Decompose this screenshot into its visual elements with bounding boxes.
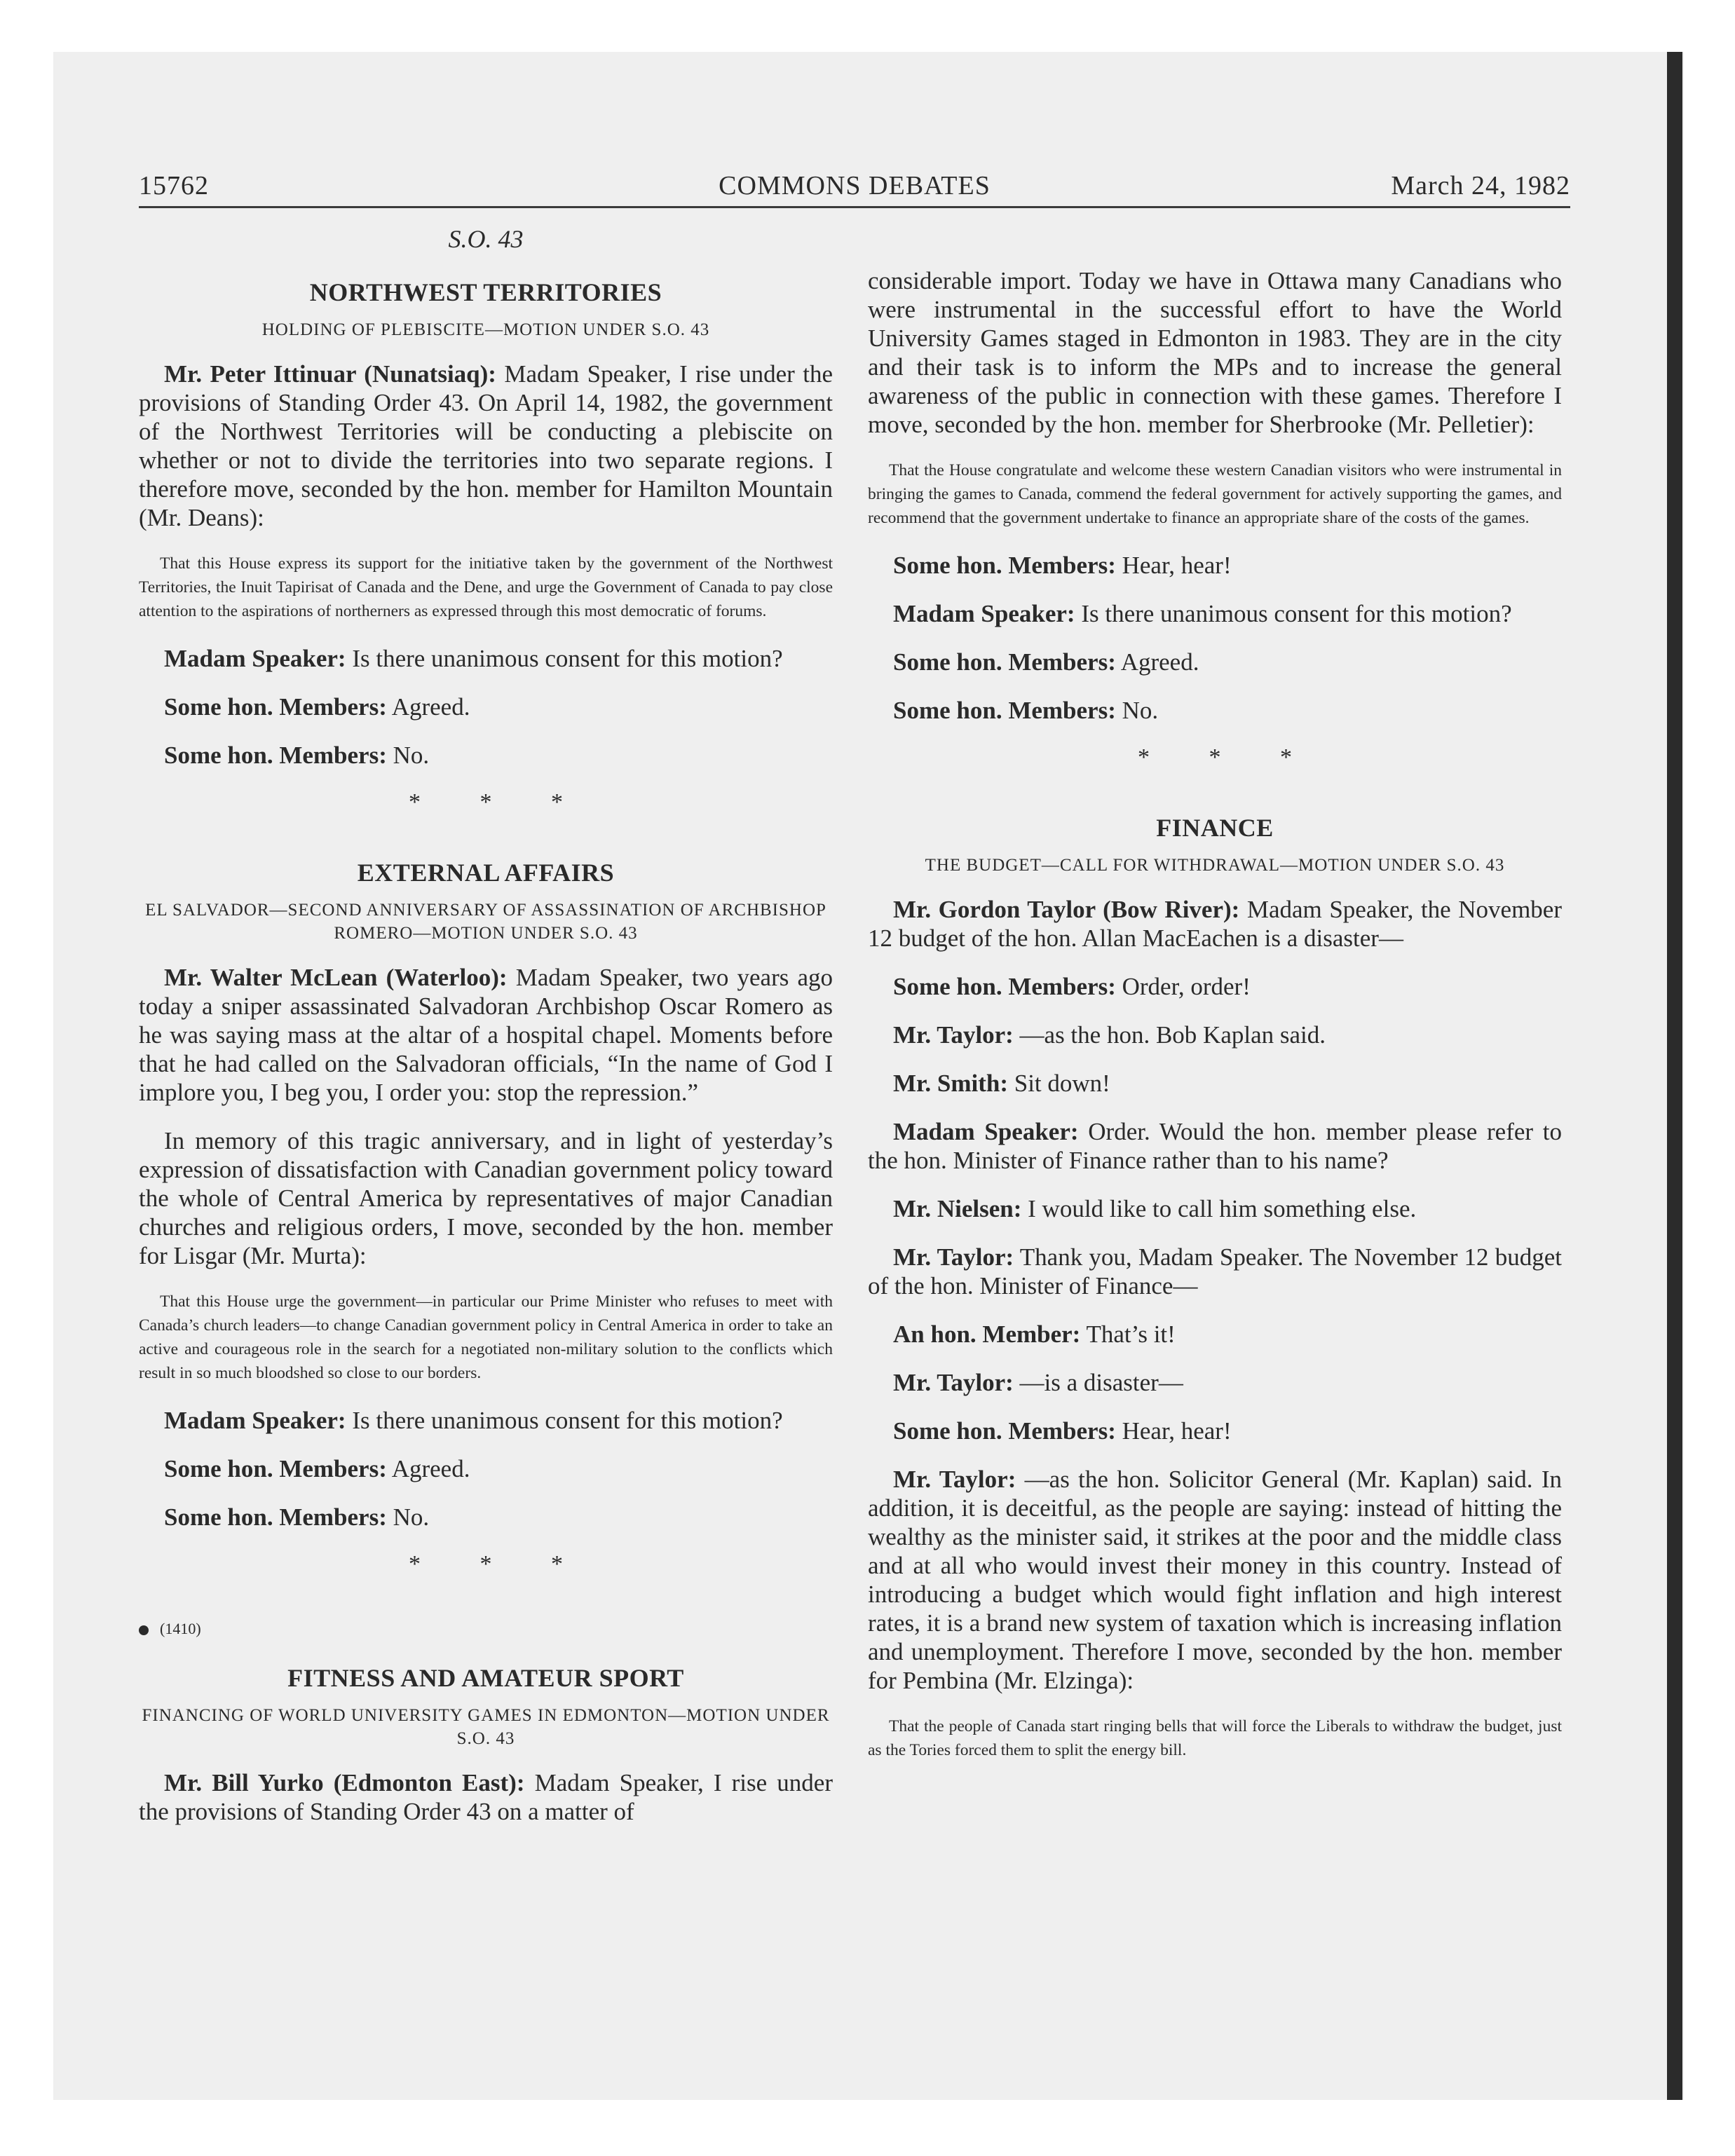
motion-text: That the people of Canada start ringing bells that will force the Liberals to withdraw the budget, just as the Tories forced them to split the energy bill.: [868, 1717, 1562, 1759]
speaker-name: Madam Speaker:: [893, 1118, 1079, 1145]
paragraph: [868, 648, 1562, 676]
left-column: [139, 224, 833, 1845]
speech-text: Madam Speaker, I rise under the provisions of Standing Order 43. On April 14, 1982, the government of the Northwest Territories will be conducting a plebiscite on whether or not to divide the territories into two separate regions. I therefore move, seconded by the hon. member for Hamilton Mountain (Mr. Deans):: [139, 360, 833, 531]
speech-text: —as the hon. Solicitor General (Mr. Kaplan) said. In addition, it is deceitful, as the people are saying: instead of hitting the wealthy as the minister said, it strikes at the poor and the middle class and at all who would invest their money in this country. Instead of introducing a budget which would fight inflation and high interest rates, it is a brand new system of taxation which is increasing inflation and unemployment. Therefore I move, seconded by the hon. member for Pembina (Mr. Elzinga):: [868, 1466, 1562, 1694]
motion-text: That this House express its support for the initiative taken by the government of the Northwest Territories, the Inuit Tapirisat of Canada and the Dene, and urge the Government of Canada to pay close attention to the aspirations of northerners as expressed through this most democratic of forums.: [139, 554, 833, 620]
header-rule: [139, 206, 1570, 208]
bullet-icon: [139, 1625, 149, 1635]
speech-text: Hear, hear!: [1115, 552, 1232, 579]
speech-text: No.: [1115, 697, 1159, 724]
paragraph: [868, 1465, 1562, 1695]
paragraph: [139, 692, 833, 721]
speaker-name: Some hon. Members:: [893, 552, 1116, 579]
speaker-name: Mr. Bill Yurko (Edmonton East):: [164, 1769, 525, 1796]
paragraph: [868, 972, 1562, 1001]
speech-text: Hear, hear!: [1115, 1417, 1232, 1445]
speaker-name: Mr. Walter McLean (Waterloo):: [164, 964, 508, 991]
speech-text: Agreed.: [1115, 648, 1199, 676]
paragraph: [139, 644, 833, 673]
paragraph: [868, 895, 1562, 953]
paragraph: [139, 360, 833, 532]
speech-text: Is there unanimous consent for this motion?: [1075, 600, 1512, 627]
section-separator: * * *: [409, 1551, 590, 1577]
right-column: [868, 266, 1562, 1783]
speaker-name: Mr. Gordon Taylor (Bow River):: [893, 896, 1240, 923]
motion-text: That this House urge the government—in particular our Prime Minister who refuses to meet with Canada’s church leaders—to change Canadian government policy in Central America in order to take an active and courageous role in the search for a negotiated non-military solution to the conflicts which result in so much bloodshed so close to our borders.: [139, 1292, 833, 1382]
paragraph: [868, 1194, 1562, 1223]
paragraph: considerable import. Today we have in Ottawa many Canadians who were instrumental in the successful effort to have the World University Games staged in Edmonton in 1983. They are in the city and their task is to inform the MPs and to increase the general awareness of the public in connection with these games. Therefore I move, seconded by the hon. member for Sherbrooke (Mr. Pelletier):: [868, 267, 1562, 438]
paragraph: [868, 1417, 1562, 1445]
subheading-finance: THE BUDGET—CALL FOR WITHDRAWAL—MOTION UNDER S.O. 43: [925, 856, 1505, 875]
speaker-name: Madam Speaker:: [164, 645, 346, 672]
paragraph: [868, 1243, 1562, 1300]
speaker-name: Some hon. Members:: [164, 1503, 387, 1531]
speaker-name: Mr. Peter Ittinuar (Nunatsiaq):: [164, 360, 496, 388]
paragraph: [139, 1503, 833, 1531]
speaker-name: Mr. Smith:: [893, 1070, 1008, 1097]
paragraph: [868, 696, 1562, 725]
scan-edge: [1667, 52, 1682, 2100]
speech-text: Is there unanimous consent for this motion?: [346, 645, 783, 672]
motion-text: That the House congratulate and welcome these western Canadian visitors who were instrumental in bringing the games to Canada, commend the federal government for actively supporting the games, and recommend that the government undertake to finance an appropriate share of the costs of the games.: [868, 461, 1562, 527]
paragraph: [868, 1117, 1562, 1175]
paragraph: [139, 741, 833, 770]
speaker-name: Some hon. Members:: [893, 1417, 1116, 1445]
speaker-name: Mr. Taylor:: [893, 1243, 1014, 1271]
speech-text: Is there unanimous consent for this motion?: [346, 1407, 783, 1434]
speaker-name: Mr. Nielsen:: [893, 1195, 1022, 1222]
speech-text: That’s it!: [1080, 1321, 1176, 1348]
speaker-name: Some hon. Members:: [893, 697, 1116, 724]
speech-text: I would like to call him something else.: [1021, 1195, 1417, 1222]
section-separator: * * *: [1138, 744, 1319, 770]
speaker-name: Madam Speaker:: [893, 600, 1075, 627]
speech-text: Order, order!: [1115, 973, 1251, 1000]
section-heading-external-affairs: EXTERNAL AFFAIRS: [357, 859, 615, 887]
speaker-name: Mr. Taylor:: [893, 1021, 1014, 1049]
speech-text: Thank you, Madam Speaker. The November 12 budget of the hon. Minister of Finance—: [868, 1243, 1562, 1299]
speech-text: Madam Speaker, I rise under the provisions of Standing Order 43 on a matter of: [139, 1769, 833, 1825]
speech-text: Order. Would the hon. member please refer to the hon. Minister of Finance rather than to his name?: [868, 1118, 1563, 1174]
subheading-external-affairs: EL SALVADOR—SECOND ANNIVERSARY OF ASSASSINATION OF ARCHBISHOP ROMERO—MOTION UNDER S.O. 43: [145, 901, 826, 943]
paragraph: [868, 599, 1562, 628]
page-number: 15762: [139, 171, 209, 200]
speaker-name: Madam Speaker:: [164, 1407, 346, 1434]
paragraph: [868, 1368, 1562, 1397]
speech-text: Madam Speaker, two years ago today a sniper assassinated Salvadoran Archbishop Oscar Romero as he was saying mass at the altar of a hospital chapel. Moments before that he had called on the Salvadoran officials, “In the name of God I implore you, I beg you, I order you: stop the repression.”: [139, 964, 833, 1106]
time-marker: [139, 1620, 833, 1638]
paragraph: [868, 1069, 1562, 1098]
speech-text: —is a disaster—: [1013, 1369, 1183, 1396]
paragraph: [868, 551, 1562, 580]
speaker-name: Some hon. Members:: [164, 742, 387, 769]
speaker-name: Some hon. Members:: [893, 973, 1116, 1000]
speaker-name: Mr. Taylor:: [893, 1369, 1014, 1396]
paragraph: [868, 1320, 1562, 1349]
publication-title: COMMONS DEBATES: [719, 171, 991, 200]
standing-order-label: S.O. 43: [448, 225, 524, 253]
subheading-nwt: HOLDING OF PLEBISCITE—MOTION UNDER S.O. 43: [261, 320, 710, 339]
speech-text: Agreed.: [386, 693, 470, 721]
speech-text: —as the hon. Bob Kaplan said.: [1013, 1021, 1326, 1049]
speaker-name: Mr. Taylor:: [893, 1466, 1016, 1493]
speech-text: Sit down!: [1007, 1070, 1110, 1097]
speech-text: Agreed.: [386, 1455, 470, 1482]
section-heading-finance: FINANCE: [1156, 814, 1274, 842]
speaker-name: Some hon. Members:: [164, 693, 387, 721]
speech-text: No.: [386, 1503, 430, 1531]
section-heading-fitness: FITNESS AND AMATEUR SPORT: [287, 1664, 684, 1692]
section-separator: * * *: [409, 789, 590, 815]
paragraph: [139, 963, 833, 1107]
publication-date: March 24, 1982: [1391, 171, 1570, 200]
paragraph: [139, 1406, 833, 1435]
paragraph: In memory of this tragic anniversary, and in light of yesterday’s expression of dissatisfaction with Canadian government policy toward the whole of Central America by representatives of major Canadian churches and religious orders, I move, seconded by the hon. member for Lisgar (Mr. Murta):: [139, 1127, 833, 1269]
speech-text: No.: [386, 742, 430, 769]
speaker-name: Some hon. Members:: [893, 648, 1116, 676]
speech-text: Madam Speaker, the November 12 budget of the hon. Allan MacEachen is a disaster—: [868, 896, 1562, 952]
speaker-name: An hon. Member:: [893, 1321, 1081, 1348]
paragraph: [139, 1454, 833, 1483]
paragraph: [139, 1768, 833, 1826]
time-marker-text: (1410): [160, 1620, 201, 1637]
speaker-name: Some hon. Members:: [164, 1455, 387, 1482]
subheading-fitness: FINANCING OF WORLD UNIVERSITY GAMES IN EDMONTON—MOTION UNDER S.O. 43: [142, 1706, 830, 1748]
section-heading-nwt: NORTHWEST TERRITORIES: [309, 278, 662, 306]
paragraph: [868, 1021, 1562, 1049]
